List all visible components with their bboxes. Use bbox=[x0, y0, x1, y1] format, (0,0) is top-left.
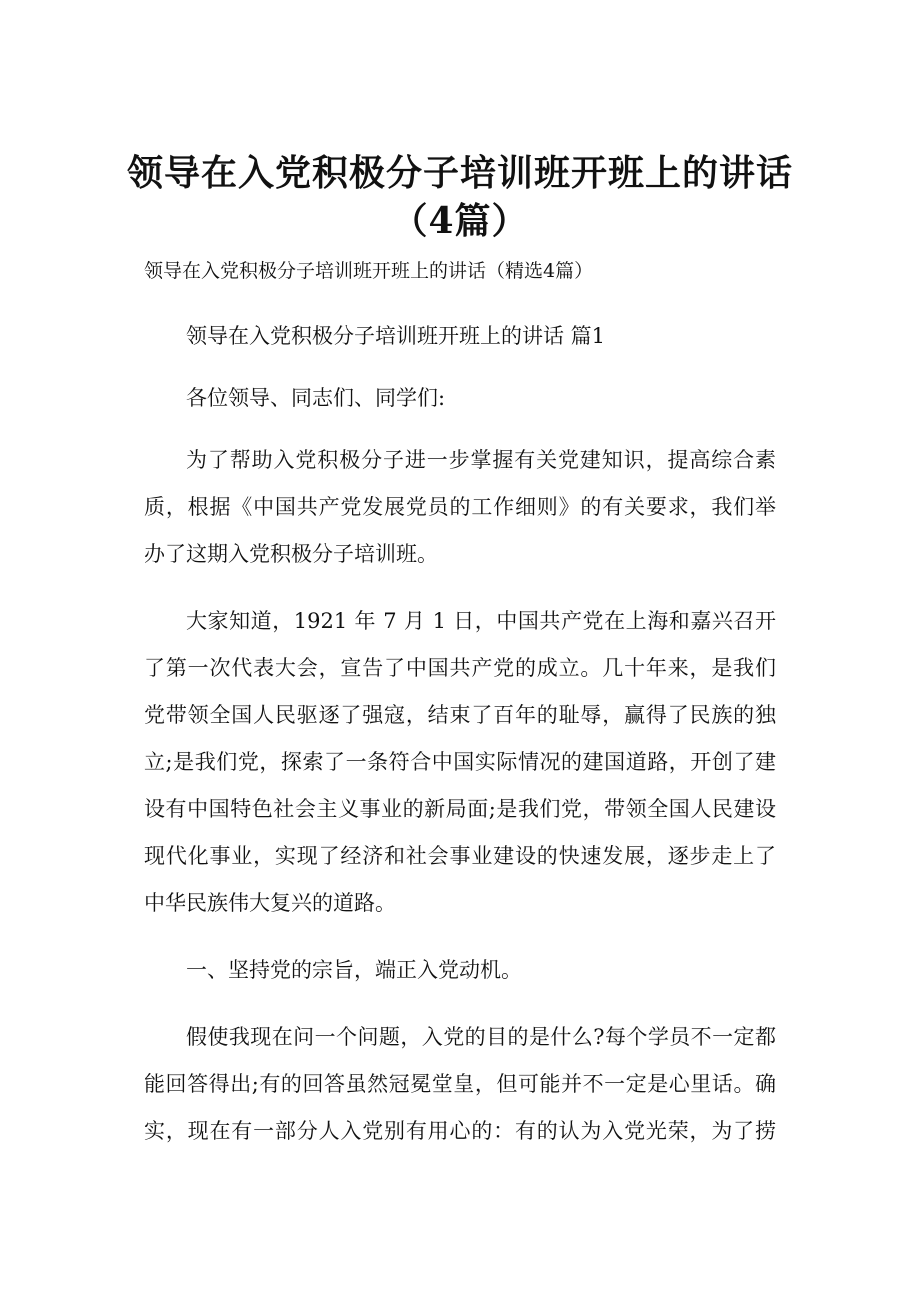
paragraph-line: 办了这期入党积极分子培训班。 bbox=[144, 542, 438, 566]
paragraph-line: 现代化事业，实现了经济和社会事业建设的快速发展，逐步走上了 bbox=[144, 844, 776, 868]
paragraph-line: 实，现在有一部分人入党别有用心的：有的认为入党光荣，为了捞 bbox=[144, 1119, 776, 1143]
section-heading: 领导在入党积极分子培训班开班上的讲话 篇1 bbox=[186, 324, 606, 348]
paragraph-line: 假使我现在问一个问题，入党的目的是什么?每个学员不一定都 bbox=[186, 1025, 776, 1049]
paragraph-line: 党带领全国人民驱逐了强寇，结束了百年的耻辱，赢得了民族的独 bbox=[144, 703, 776, 727]
paragraph-line: 能回答得出;有的回答虽然冠冕堂皇，但可能并不一定是心里话。确 bbox=[144, 1072, 776, 1096]
document-subtitle: 领导在入党积极分子培训班开班上的讲话（精选4篇） bbox=[144, 260, 594, 282]
paragraph-line: 为了帮助入党积极分子进一步掌握有关党建知识，提高综合素 bbox=[186, 448, 776, 472]
paragraph-line: 立;是我们党，探索了一条符合中国实际情况的建国道路，开创了建 bbox=[144, 750, 776, 774]
paragraph-line: 中华民族伟大复兴的道路。 bbox=[144, 891, 396, 915]
salutation: 各位领导、同志们、同学们: bbox=[186, 386, 446, 410]
paragraph-line: 大家知道，1921 年 7 月 1 日，中国共产党在上海和嘉兴召开 bbox=[186, 609, 776, 633]
paragraph-line: 设有中国特色社会主义事业的新局面;是我们党，带领全国人民建设 bbox=[144, 797, 776, 821]
document-title-count: （4篇） bbox=[391, 200, 529, 242]
paragraph-line: 质，根据《中国共产党发展党员的工作细则》的有关要求，我们举 bbox=[144, 495, 776, 519]
paragraph-line: 了第一次代表大会，宣告了中国共产党的成立。几十年来，是我们 bbox=[144, 656, 776, 680]
section-subheading: 一、坚持党的宗旨，端正入党动机。 bbox=[186, 958, 522, 982]
document-title: 领导在入党积极分子培训班开班上的讲话 bbox=[126, 152, 793, 194]
